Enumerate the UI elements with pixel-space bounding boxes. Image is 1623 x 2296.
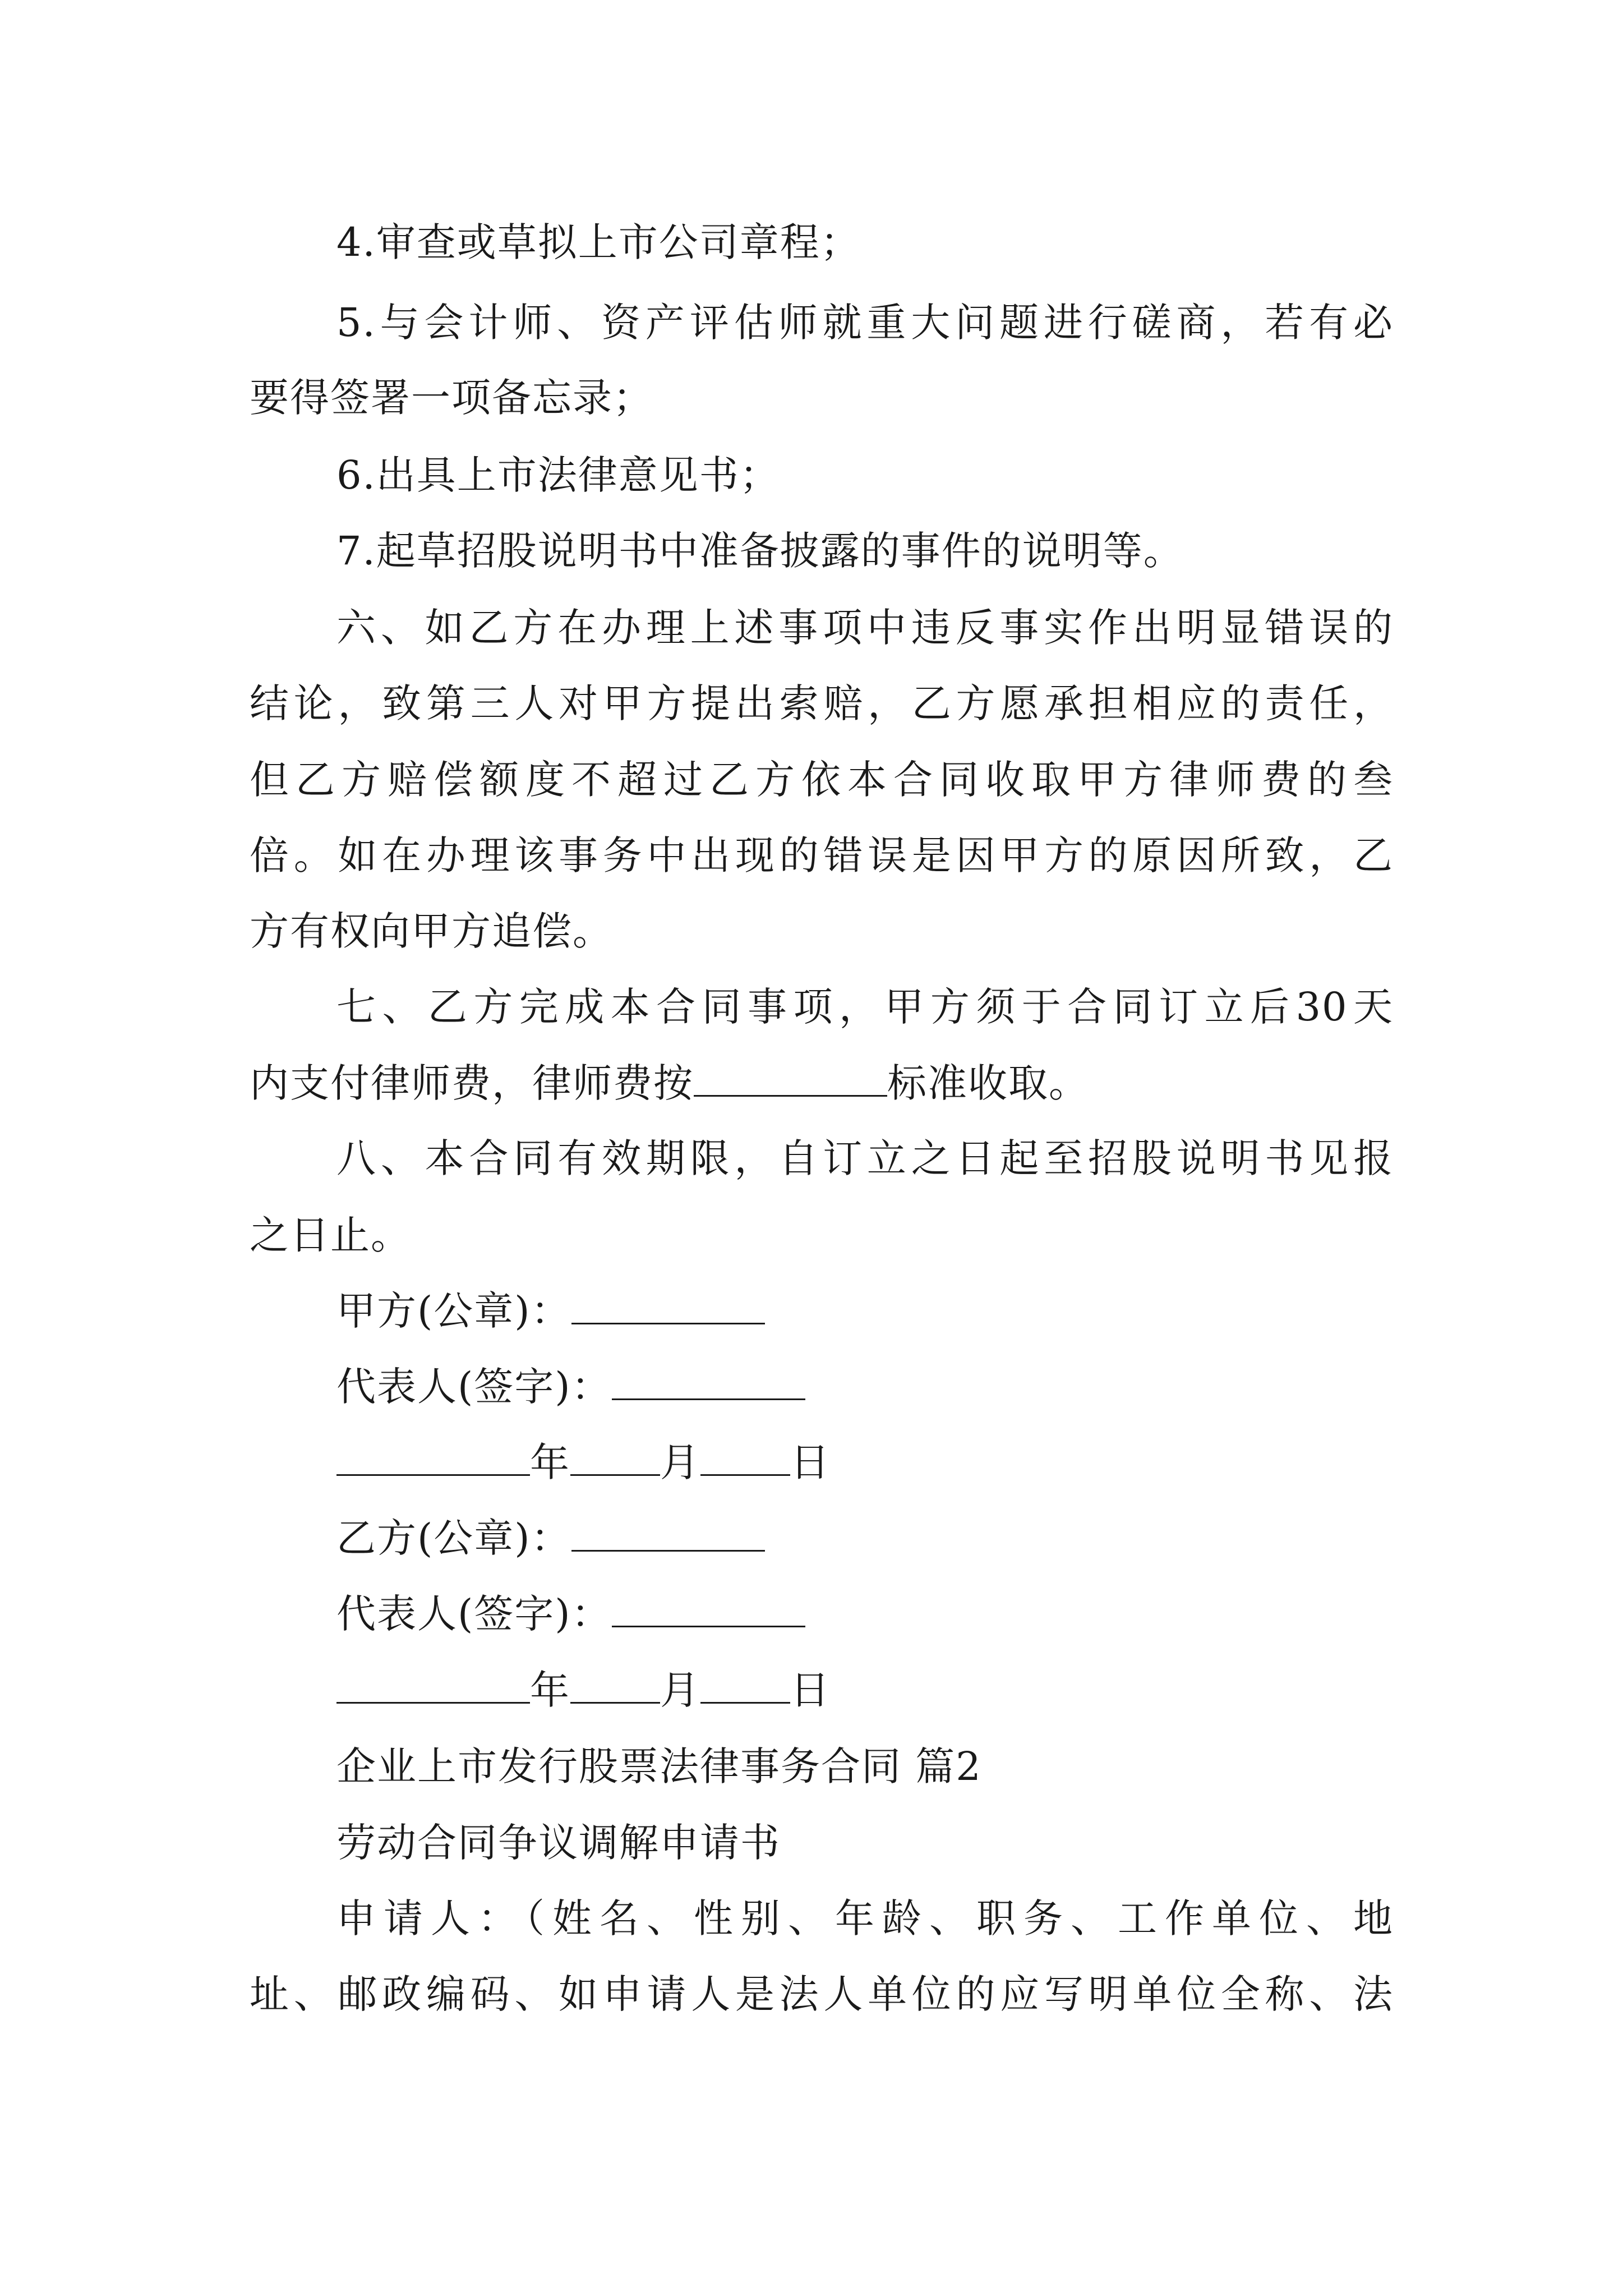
party-a-seal-blank xyxy=(571,1289,765,1324)
text-line: 八、本合同有效期限，自订立之日起至招股说明书见报 xyxy=(336,1135,1394,1181)
text-line: 址、邮政编码、如申请人是法人单位的应写明单位全称、法 xyxy=(250,1971,1394,2017)
party-b-date-line xyxy=(336,1664,831,1717)
month-blank xyxy=(570,1668,660,1704)
text-line: 七、乙方完成本合同事项，甲方须于合同订立后30天 xyxy=(336,984,1394,1030)
party-a-rep-blank xyxy=(612,1365,805,1400)
fee-standard-blank xyxy=(694,1061,887,1097)
text-line: 7.起草招股说明书中准备披露的事件的说明等。 xyxy=(336,528,1184,574)
year-label: 年 xyxy=(530,1667,570,1713)
year-blank xyxy=(336,1441,530,1476)
text-line: 申请人：（姓名、性别、年龄、职务、工作单位、地 xyxy=(336,1895,1394,1941)
party-a-rep-label: 代表人(签字)： xyxy=(336,1364,612,1410)
party-b-rep-label: 代表人(签字)： xyxy=(336,1591,612,1637)
document-title: 劳动合同争议调解申请书 xyxy=(336,1820,781,1866)
party-a-seal-line xyxy=(336,1285,765,1337)
party-a-seal-label: 甲方(公章)： xyxy=(336,1288,571,1334)
party-b-rep-line xyxy=(336,1588,805,1640)
year-blank xyxy=(336,1668,530,1704)
text-fragment: 标准收取。 xyxy=(887,1060,1089,1106)
section-title: 企业上市发行股票法律事务合同 篇2 xyxy=(336,1743,982,1789)
text-line: 4.审查或草拟上市公司章程； xyxy=(336,219,861,265)
text-line: 倍。如在办理该事务中出现的错误是因甲方的原因所致，乙 xyxy=(250,832,1394,878)
text-line: 但乙方赔偿额度不超过乙方依本合同收取甲方律师费的叁 xyxy=(250,757,1394,803)
text-line: 结论，致第三人对甲方提出索赔，乙方愿承担相应的责任， xyxy=(250,680,1394,726)
day-blank xyxy=(700,1668,790,1704)
text-line xyxy=(250,1057,1394,1110)
month-label: 月 xyxy=(660,1667,700,1713)
party-b-seal-blank xyxy=(571,1516,765,1552)
party-a-date-line xyxy=(336,1436,831,1489)
day-blank xyxy=(700,1441,790,1476)
text-line: 六、如乙方在办理上述事项中违反事实作出明显错误的 xyxy=(336,605,1394,651)
day-label: 日 xyxy=(790,1667,831,1713)
party-b-seal-line xyxy=(336,1512,765,1565)
month-label: 月 xyxy=(660,1439,700,1485)
day-label: 日 xyxy=(790,1439,831,1485)
text-line: 5.与会计师、资产评估师就重大问题进行磋商，若有必 xyxy=(336,300,1394,346)
text-fragment: 内支付律师费，律师费按 xyxy=(250,1060,694,1106)
text-line: 6.出具上市法律意见书； xyxy=(336,452,780,498)
text-line: 方有权向甲方追偿。 xyxy=(250,908,613,954)
year-label: 年 xyxy=(530,1439,570,1485)
text-line: 之日止。 xyxy=(250,1212,411,1258)
party-a-rep-line xyxy=(336,1360,805,1413)
party-b-rep-blank xyxy=(612,1592,805,1627)
party-b-seal-label: 乙方(公章)： xyxy=(336,1515,571,1561)
text-line: 要得签署一项备忘录； xyxy=(250,375,653,421)
month-blank xyxy=(570,1441,660,1476)
